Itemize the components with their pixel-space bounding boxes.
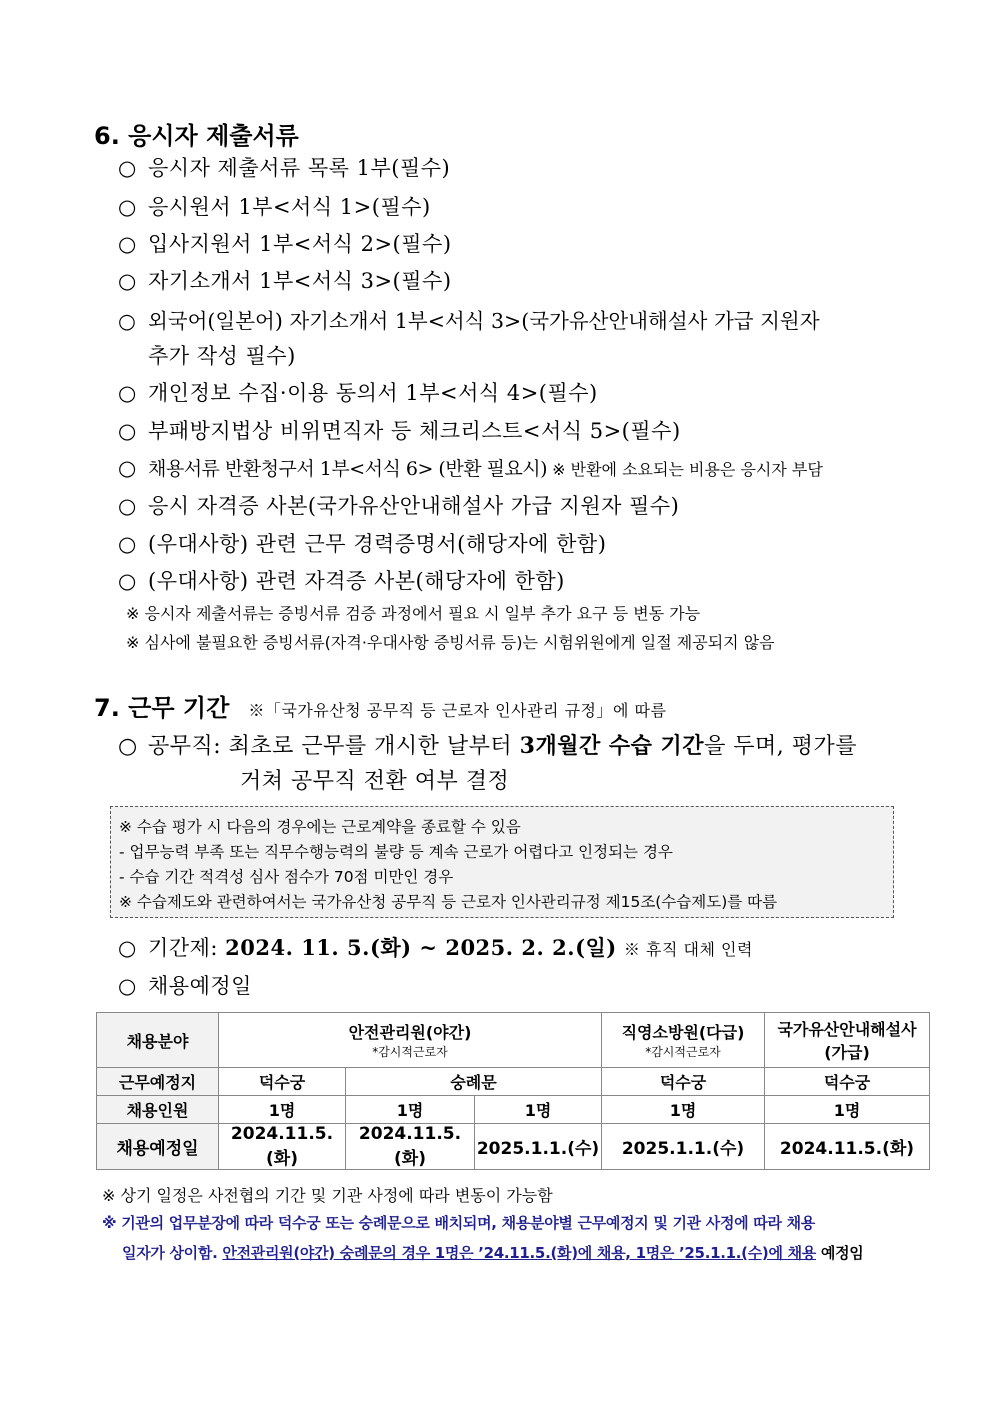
box-line: - 수습 기간 적격성 심사 점수가 70점 미만인 경우 — [119, 868, 454, 886]
table-cell: 안전관리원(야간) *감시적근로자 — [219, 1013, 602, 1068]
list-item-continuation: 추가 작성 필수) — [148, 344, 296, 368]
table-header-cell: 채용분야 — [97, 1013, 219, 1068]
table-cell: 덕수궁 — [219, 1068, 346, 1096]
footnote: ※ 기관의 업무분장에 따라 덕수궁 또는 숭례문으로 배치되며, 채용분야별 근무예정지 및 기관 사정에 따라 채용 — [102, 1214, 815, 1232]
list-item: ○ 응시 자격증 사본(국가유산안내해설사 가급 지원자 필수) — [118, 494, 680, 518]
table-cell: 2024.11.5.(화) — [765, 1124, 930, 1170]
list-item: ○ 외국어(일본어) 자기소개서 1부<서식 3>(국가유산안내해설사 가급 지원자 — [118, 309, 820, 333]
table-header-cell: 채용인원 — [97, 1096, 219, 1124]
table-cell: 덕수궁 — [602, 1068, 765, 1096]
list-item: ○ (우대사항) 관련 자격증 사본(해당자에 한함) — [118, 569, 565, 593]
table-cell: 2024.11.5.(화) — [346, 1124, 475, 1170]
table-cell: 1명 — [219, 1096, 346, 1124]
table-cell: 덕수궁 — [765, 1068, 930, 1096]
table-cell: 국가유산안내해설사 (가급) — [765, 1013, 930, 1068]
table-cell: 1명 — [765, 1096, 930, 1124]
table-cell: 1명 — [475, 1096, 602, 1124]
list-item: ○ 부패방지법상 비위면직자 등 체크리스트<서식 5>(필수) — [118, 419, 681, 443]
section7-heading: 7. 근무 기간 — [94, 694, 230, 722]
section7-heading-row — [94, 688, 666, 723]
list-item: ○ 개인정보 수집·이용 동의서 1부<서식 4>(필수) — [118, 381, 598, 405]
footnote: ※ 상기 일정은 사전협의 기간 및 기관 사정에 따라 변동이 가능함 — [102, 1186, 553, 1205]
return-cost-note: ※ 반환에 소요되는 비용은 응시자 부담 — [552, 460, 823, 479]
box-line: ※ 수습 평가 시 다음의 경우에는 근로계약을 종료할 수 있음 — [119, 818, 521, 836]
list-item: ○ 자기소개서 1부<서식 3>(필수) — [118, 269, 452, 293]
highlight-text: 안전관리원(야간) 숭례문의 경우 1명은 ’24.11.5.(화)에 채용, 1명은 ’25.1.1.(수)에 채용 — [222, 1244, 816, 1262]
list-item: ○ 응시자 제출서류 목록 1부(필수) — [118, 156, 451, 180]
box-line: - 업무능력 부족 또는 직무수행능력의 불량 등 계속 근로가 어렵다고 인정되는 경우 — [119, 843, 673, 861]
section6-note: ※ 응시자 제출서류는 증빙서류 검증 과정에서 필요 시 일부 추가 요구 등 변동 가능 — [126, 604, 701, 623]
table-header-cell: 채용예정일 — [97, 1124, 219, 1170]
list-item: ○ 입사지원서 1부<서식 2>(필수) — [118, 232, 452, 256]
table-cell: 1명 — [602, 1096, 765, 1124]
table-cell: 2025.1.1.(수) — [602, 1124, 765, 1170]
section6-note: ※ 심사에 불필요한 증빙서류(자격·우대사항 증빙서류 등)는 시험위원에게 일절 제공되지 않음 — [126, 633, 775, 652]
public-worker-item: ○ 공무직: 최초로 근무를 개시한 날부터 3개월간 수습 기간을 두며, 평가를 — [118, 733, 858, 759]
table-cell: 숭례문 — [346, 1068, 602, 1096]
table-row — [97, 1124, 930, 1170]
list-item: ○ 응시원서 1부<서식 1>(필수) — [118, 195, 431, 219]
box-line: ※ 수습제도와 관련하여서는 국가유산청 공무직 등 근로자 인사관리규정 제15조(수습제도)를 따름 — [119, 893, 778, 911]
section6-heading: 6. 응시자 제출서류 — [94, 122, 299, 150]
fixed-term-item: ○ 기간제: 2024. 11. 5.(화) ~ 2025. 2. 2.(일) ※ 휴직 대체 인력 — [118, 935, 753, 960]
footnote-continuation: 일자가 상이함. 안전관리원(야간) 숭례문의 경우 1명은 ’24.11.5.(화)에 채용, 1명은 ’25.1.1.(수)에 채용 예정임 — [122, 1244, 864, 1262]
table-row — [97, 1096, 930, 1124]
table-cell: 2025.1.1.(수) — [475, 1124, 602, 1170]
section7-heading-note: ※「국가유산청 공무직 등 근로자 인사관리 규정」에 따름 — [248, 701, 667, 720]
table-cell: 2024.11.5.(화) — [219, 1124, 346, 1170]
list-item: ○ (우대사항) 관련 근무 경력증명서(해당자에 한함) — [118, 532, 607, 556]
probation-note-box — [110, 806, 894, 918]
table-header-cell: 근무예정지 — [97, 1068, 219, 1096]
table-row — [97, 1013, 930, 1068]
table-cell: 1명 — [346, 1096, 475, 1124]
table-cell: 직영소방원(다급) *감시적근로자 — [602, 1013, 765, 1068]
schedule-table — [96, 1012, 930, 1170]
schedule-item: ○ 채용예정일 — [118, 974, 252, 998]
public-worker-continuation: 거쳐 공무직 전환 여부 결정 — [240, 769, 510, 794]
table-row — [97, 1068, 930, 1096]
list-item: ○ 채용서류 반환청구서 1부<서식 6> (반환 필요시) ※ 반환에 소요되는 비용은 응시자 부담 — [118, 456, 823, 480]
